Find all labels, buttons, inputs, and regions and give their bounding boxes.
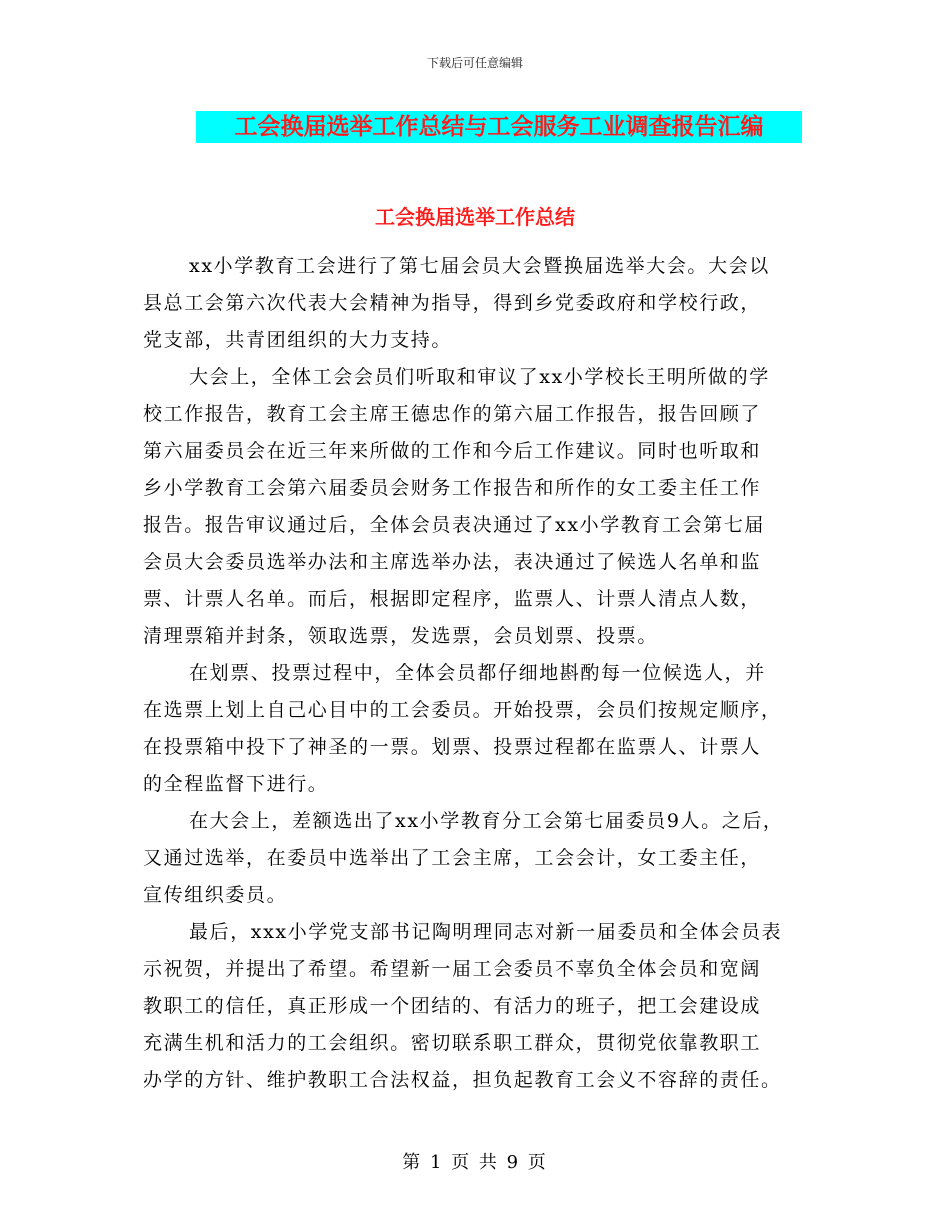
body-line: 教职工的信任，真正形成一个团结的、有活力的班子，把工会建设成 (143, 995, 762, 1017)
body-text (143, 250, 815, 1101)
body-line: 又通过选举，在委员中选举出了工会主席，工会会计，女工委主任， (143, 847, 762, 869)
body-line: 在投票箱中投下了神圣的一票。划票、投票过程都在监票人、计票人 (143, 736, 762, 758)
body-line: 会员大会委员选举办法和主席选举办法，表决通过了候选人名单和监 (143, 551, 762, 573)
header-note: 下载后可任意编辑 (426, 56, 523, 70)
body-line: 报告。报告审议通过后，全体会员表决通过了xx小学教育工会第七届 (143, 514, 766, 536)
body-line: 宣传组织委员。 (143, 884, 288, 906)
body-line: 乡小学教育工会第六届委员会财务工作报告和所作的女工委主任工作 (143, 477, 762, 499)
body-line: 大会上，全体工会会员们听取和审议了xx小学校长王明所做的学 (189, 366, 770, 388)
body-line: 办学的方针、维护教职工合法权益，担负起教育工会义不容辞的责任。 (143, 1069, 782, 1091)
section-title: 工会换届选举工作总结 (375, 205, 575, 229)
body-line: 在划票、投票过程中，全体会员都仔细地斟酌每一位候选人，并 (189, 662, 766, 684)
body-line: 在选票上划上自己心目中的工会委员。开始投票，会员们按规定顺序， (143, 699, 782, 721)
body-line: 示祝贺，并提出了希望。希望新一届工会委员不辜负全体会员和宽阔 (143, 958, 762, 980)
body-line: 票、计票人名单。而后，根据即定程序，监票人、计票人清点人数， (143, 588, 762, 610)
main-title: 工会换届选举工作总结与工会服务工业调查报告汇编 (234, 114, 764, 140)
body-line: 党支部，共青团组织的大力支持。 (143, 329, 453, 351)
body-line: 最后，xxx小学党支部书记陶明理同志对新一届委员和全体会员表 (189, 921, 783, 943)
main-title-highlight (196, 111, 802, 143)
body-line: 的全程监督下进行。 (143, 773, 329, 795)
body-line: 充满生机和活力的工会组织。密切联系职工群众，贯彻党依靠教职工 (143, 1032, 762, 1054)
body-line: 清理票箱并封条，领取选票，发选票，会员划票、投票。 (143, 625, 659, 647)
page-footer: 第 1 页 共 9 页 (402, 1152, 548, 1173)
body-line: 校工作报告，教育工会主席王德忠作的第六届工作报告，报告回顾了 (143, 403, 762, 425)
body-line: xx小学教育工会进行了第七届会员大会暨换届选举大会。大会以 (189, 255, 770, 277)
body-line: 第六届委员会在近三年来所做的工作和今后工作建议。同时也听取和 (143, 440, 762, 462)
body-line: 在大会上，差额选出了xx小学教育分工会第七届委员9人。之后， (189, 810, 784, 832)
body-line: 县总工会第六次代表大会精神为指导，得到乡党委政府和学校行政， (143, 292, 762, 314)
